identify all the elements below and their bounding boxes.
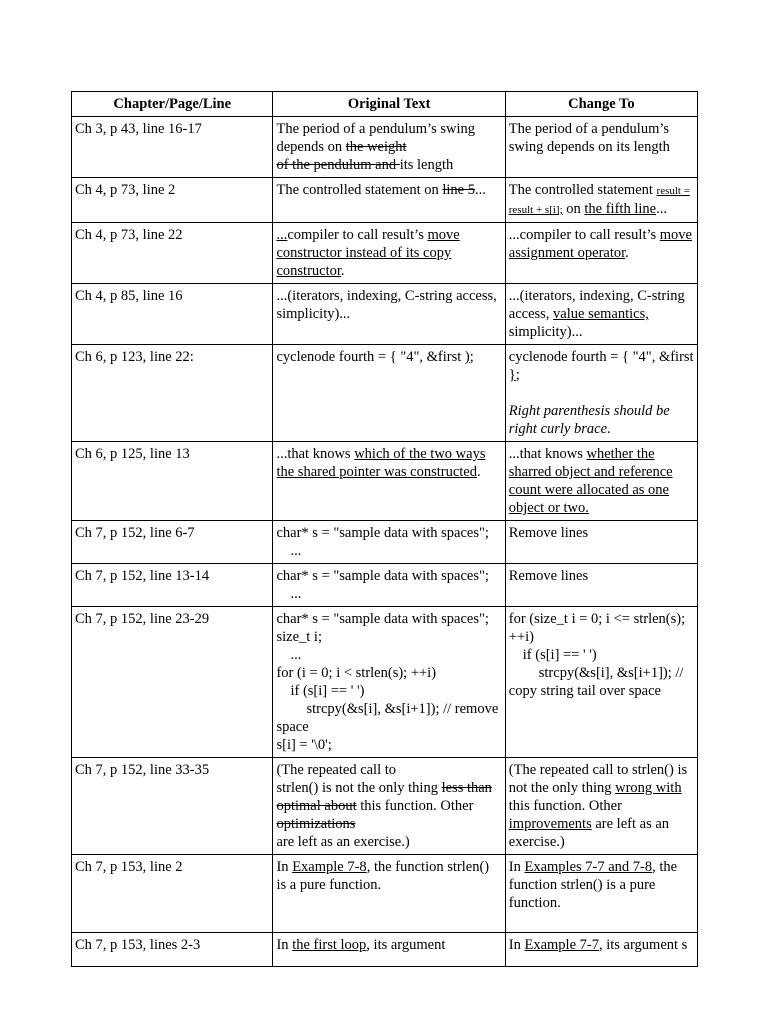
code-line: ...: [290, 586, 302, 602]
location-cell: Ch 4, p 73, line 22: [72, 223, 273, 284]
note-text: Right parenthesis should be right curly brace: [508, 403, 670, 437]
text-run: this function. Other: [356, 798, 474, 814]
underlined-text: ...: [276, 227, 288, 243]
original-text-cell: [273, 564, 505, 607]
text-run: ...compiler to call result’s: [508, 227, 660, 243]
text-run: ...that knows: [276, 446, 355, 462]
code-line: [509, 664, 694, 700]
location-cell: Ch 4, p 73, line 2: [72, 178, 273, 223]
errata-table: [71, 91, 698, 967]
change-to-cell: [505, 345, 697, 442]
underlined-text: move assignment operator: [508, 227, 692, 261]
underlined-text: whether the sharred object and reference count were allocated as one object or two.: [508, 446, 673, 516]
code-line: char* s = "sample data with spaces";: [276, 525, 489, 541]
table-row: [72, 345, 698, 442]
text-run: , its argument: [366, 937, 446, 953]
code-line: char* s = "sample data with spaces";: [276, 568, 489, 584]
location-cell: Ch 7, p 152, line 13-14: [72, 564, 273, 607]
text-run: The controlled statement: [508, 182, 657, 198]
location-cell: Ch 6, p 123, line 22:: [72, 345, 273, 442]
original-text-cell: [273, 223, 505, 284]
change-to-cell: [505, 442, 697, 521]
table-row: [72, 855, 698, 933]
underlined-text: }: [508, 367, 516, 383]
strikethrough-text: less than optimal about: [276, 780, 492, 814]
location-cell: Ch 7, p 152, line 33-35: [72, 758, 273, 855]
underlined-text: Example 7-8: [292, 859, 367, 875]
text-run: ...: [475, 182, 486, 198]
code-line: for (size_t i = 0; i <= strlen(s); ++i): [508, 611, 686, 645]
header-row: [72, 92, 698, 117]
text-run: cyclenode fourth = { "4", &first: [508, 349, 694, 365]
table-row: [72, 521, 698, 564]
location-cell: Ch 7, p 153, lines 2-3: [72, 933, 273, 967]
text-line: (The repeated call to: [276, 762, 397, 778]
code-line: for (i = 0; i < strlen(s); ++i): [276, 665, 437, 681]
text-run: ...(iterators, indexing, C-string access,: [508, 288, 685, 322]
strikethrough-text: of the pendulum and: [276, 157, 400, 173]
location-cell: Ch 6, p 125, line 13: [72, 442, 273, 521]
original-text-cell: [273, 607, 505, 758]
change-to-cell: [505, 933, 697, 967]
original-text-cell: [273, 855, 505, 933]
code-text: strcpy(&s[i], &s[i+1]); // remove space: [276, 701, 499, 735]
code-line: [276, 700, 501, 736]
change-to-cell: [505, 758, 697, 855]
underlined-text: wrong with: [615, 780, 682, 796]
text-run: The period of a pendulum’s swing depends on: [276, 121, 476, 155]
strikethrough-text: line 5: [442, 182, 475, 198]
original-text-cell: [273, 521, 505, 564]
text-run: .: [340, 263, 345, 279]
underlined-text: result = result + s[i];: [508, 185, 690, 216]
original-text-cell: [273, 758, 505, 855]
underlined-text: Examples 7-7 and 7-8: [524, 859, 653, 875]
original-text-cell: [273, 284, 505, 345]
text-run: .: [625, 245, 629, 261]
text-run: compiler to call result’s: [287, 227, 428, 243]
change-to-cell: Remove lines: [505, 564, 697, 607]
change-to-cell: [505, 855, 697, 933]
text-run: its length: [399, 157, 454, 173]
text-run: .: [607, 421, 611, 437]
original-text-cell: [273, 933, 505, 967]
underlined-text: which of the two ways the shared pointer was constructed: [276, 446, 486, 480]
change-to-cell: [505, 117, 697, 178]
original-text-cell: [273, 117, 505, 178]
underlined-text: move constructor instead of its copy constructor: [276, 227, 460, 279]
header-chapter-page-line: Chapter/Page/Line: [72, 92, 273, 117]
text-run: .: [476, 464, 481, 480]
text-run: In: [508, 937, 525, 953]
table-row: [72, 758, 698, 855]
original-text-cell: [273, 178, 505, 223]
code-line: ...: [290, 647, 302, 663]
code-line: size_t i;: [276, 629, 322, 645]
table-row: [72, 607, 698, 758]
text-run: ;: [469, 349, 474, 365]
strikethrough-text: the weight: [345, 139, 407, 155]
text-run: , its argument s: [598, 937, 688, 953]
text-run: on: [562, 201, 585, 217]
table-row: [72, 564, 698, 607]
text-run: strlen() is not the only thing: [276, 780, 442, 796]
underlined-text: ): [464, 349, 470, 365]
code-line: char* s = "sample data with spaces";: [276, 611, 489, 627]
text-run: In: [508, 859, 525, 875]
underlined-text: the fifth line: [584, 201, 657, 217]
text-run: ...that knows: [508, 446, 587, 462]
header-original-text: Original Text: [273, 92, 505, 117]
table-row: [72, 933, 698, 967]
underlined-text: value semantics,: [553, 306, 649, 322]
table-row: [72, 223, 698, 284]
underlined-text: Example 7-7: [524, 937, 599, 953]
text-run: (The repeated call to strlen() is not the only thing: [508, 762, 688, 796]
location-cell: Ch 7, p 152, line 6-7: [72, 521, 273, 564]
text-run: simplicity)...: [508, 324, 583, 340]
change-to-cell: [505, 223, 697, 284]
location-cell: Ch 7, p 152, line 23-29: [72, 607, 273, 758]
change-to-cell: Remove lines: [505, 521, 697, 564]
underlined-text: the first loop: [292, 937, 367, 953]
code-line: ...: [290, 543, 302, 559]
text-run: , the function strlen() is a pure function.: [276, 859, 490, 893]
table-row: [72, 284, 698, 345]
text-run: ...: [656, 201, 667, 217]
original-text-cell: [273, 345, 505, 442]
strikethrough-text: optimizations: [276, 816, 356, 832]
original-text-cell: [273, 442, 505, 521]
text-run: are left as an exercise.): [508, 816, 670, 850]
text-run: In: [276, 937, 293, 953]
location-cell: Ch 4, p 85, line 16: [72, 284, 273, 345]
text-run: , the function strlen() is a pure function.: [508, 859, 678, 911]
code-line: if (s[i] == ' '): [522, 647, 597, 663]
code-text: strcpy(&s[i], &s[i+1]); // copy string tail over space: [508, 665, 684, 699]
code-line: if (s[i] == ' '): [290, 683, 365, 699]
table-row: [72, 442, 698, 521]
location-cell: Ch 3, p 43, line 16-17: [72, 117, 273, 178]
text-line: are left as an exercise.): [276, 834, 410, 850]
change-to-cell: [505, 607, 697, 758]
text-run: ...(iterators, indexing, C-string access, simplicity)...: [276, 288, 497, 322]
code-line: s[i] = '\0';: [276, 737, 332, 753]
text-run: ;: [515, 367, 520, 383]
underlined-text: improvements: [508, 816, 592, 832]
table-row: [72, 117, 698, 178]
text-run: cyclenode fourth = { "4", &first: [276, 349, 465, 365]
change-to-cell: [505, 284, 697, 345]
text-run: The period of a pendulum’s swing depends on its length: [508, 121, 670, 155]
change-to-cell: [505, 178, 697, 223]
location-cell: Ch 7, p 153, line 2: [72, 855, 273, 933]
header-change-to: Change To: [505, 92, 697, 117]
table-row: [72, 178, 698, 223]
text-run: The controlled statement on: [276, 182, 443, 198]
text-run: In: [276, 859, 293, 875]
text-run: this function. Other: [508, 798, 622, 814]
